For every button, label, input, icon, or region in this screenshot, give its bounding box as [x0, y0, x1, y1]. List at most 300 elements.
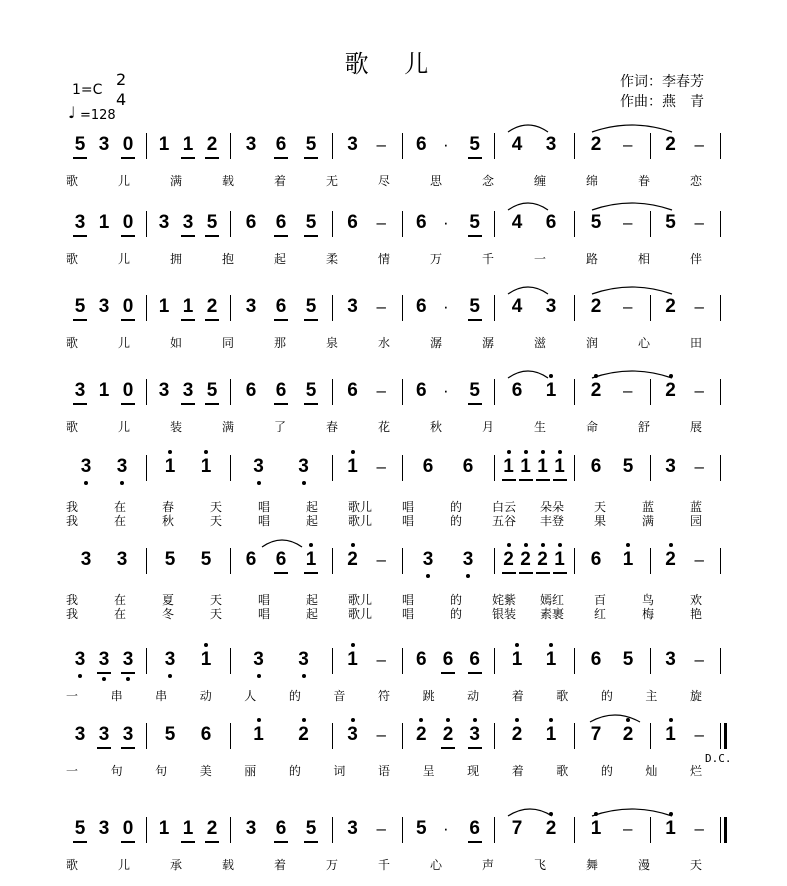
- note: [662, 649, 680, 671]
- note-digit: 3: [80, 549, 92, 570]
- lyric-word: 现: [467, 764, 480, 778]
- note-digit: 2: [511, 724, 523, 745]
- lyric-word: 在: [114, 500, 127, 514]
- note-digit: 3: [245, 134, 257, 155]
- note: [419, 456, 437, 478]
- underline-mark: [468, 672, 482, 674]
- dash-mark: –: [623, 135, 633, 154]
- staff-line: [0, 814, 787, 870]
- note-digit: 1: [545, 380, 557, 401]
- dash-mark: –: [694, 819, 704, 838]
- note-digit: 1: [182, 296, 194, 317]
- underline-mark: [441, 672, 455, 674]
- barline: [146, 455, 147, 481]
- note-digit: 5: [305, 818, 317, 839]
- note: [508, 649, 526, 671]
- lyric-word: 声: [482, 858, 495, 872]
- note-digit: 3: [158, 212, 170, 233]
- note-digit: 3: [422, 549, 434, 570]
- lyric-word: 春: [326, 420, 339, 434]
- note-digit: 5: [469, 380, 480, 401]
- lyric-word: 冬: [162, 607, 175, 621]
- note-digit: 3: [74, 649, 86, 670]
- note: [439, 649, 457, 671]
- note-digit: 2: [416, 724, 427, 745]
- lyric-word: 绵: [586, 174, 599, 188]
- note-digit: 0: [122, 380, 134, 401]
- note-digit: 6: [245, 549, 257, 570]
- underline-mark: [502, 572, 516, 574]
- lyric-word: 心: [430, 858, 443, 872]
- lyric-word: 唱: [402, 500, 415, 514]
- note-digit: 3: [347, 724, 358, 745]
- lyric-word: 歌儿: [348, 500, 373, 514]
- lyric-word: 载: [222, 858, 235, 872]
- note-digit: 6: [416, 134, 427, 155]
- note-digit: 2: [665, 549, 676, 570]
- barline: [574, 648, 575, 674]
- lyric-word: 句: [155, 764, 168, 778]
- lyric-word: 朵朵: [540, 500, 565, 514]
- lyric-word: 缠: [534, 174, 547, 188]
- note-digit: 3: [462, 549, 474, 570]
- note-digit: 3: [347, 818, 358, 839]
- lyric-word: 在: [114, 607, 127, 621]
- note-digit: 3: [158, 380, 170, 401]
- lyric-word: 音: [333, 689, 346, 703]
- lyric-word: 词: [333, 764, 346, 778]
- note-digit: 1: [537, 456, 548, 477]
- underline-mark: [304, 319, 318, 321]
- slur-arc: [0, 282, 787, 302]
- note-digit: 1: [182, 134, 194, 155]
- note-digit: 1: [665, 724, 676, 745]
- underline-mark: [304, 572, 318, 574]
- note-digit: 2: [520, 549, 531, 570]
- underline-mark: [468, 747, 482, 749]
- lyric-word: 万: [326, 858, 339, 872]
- underline-mark: [73, 157, 87, 159]
- note-digit: 3: [122, 724, 134, 745]
- lyric-word: 起: [306, 593, 319, 607]
- lyric-word: 歌: [66, 174, 79, 188]
- underline-mark: [121, 747, 135, 749]
- note-digit: 4: [511, 296, 523, 317]
- lyric-word: 歌: [556, 689, 569, 703]
- note-digit: 6: [422, 456, 434, 477]
- lyric-word: 歌: [66, 252, 79, 266]
- time-signature-bottom: 4: [116, 90, 127, 109]
- dash-mark: –: [376, 135, 386, 154]
- note-digit: 0: [122, 818, 134, 839]
- staff-line: [0, 208, 787, 264]
- lyric-word: 一: [66, 689, 79, 703]
- note-digit: 3: [469, 724, 480, 745]
- note-digit: 6: [275, 818, 287, 839]
- underline-mark: [73, 235, 87, 237]
- lyric-word: 红: [594, 607, 607, 621]
- lyric-word: 唱: [402, 514, 415, 528]
- note-digit: 5: [200, 549, 212, 570]
- lyric-word: 满: [642, 514, 655, 528]
- note-digit: 6: [590, 456, 602, 477]
- dash-mark: –: [623, 381, 633, 400]
- lyric-word: 儿: [118, 420, 131, 434]
- barline: [494, 648, 495, 674]
- lyric-word: 的: [600, 764, 613, 778]
- underline-mark: [73, 319, 87, 321]
- note-digit: 3: [98, 818, 110, 839]
- lyric-word: 拥: [170, 252, 183, 266]
- slur-arc: [0, 198, 787, 218]
- note-digit: 2: [503, 549, 514, 570]
- lyric-word: 飞: [534, 858, 547, 872]
- note-digit: 0: [122, 212, 134, 233]
- lyric-word: 在: [114, 593, 127, 607]
- underline-mark: [536, 479, 550, 481]
- lyric-word: 伴: [690, 252, 703, 266]
- staff-line: [0, 545, 787, 621]
- underline-mark: [536, 572, 550, 574]
- note-digit: 6: [245, 380, 257, 401]
- note-digit: 3: [182, 212, 194, 233]
- lyric-word: 恋: [690, 174, 703, 188]
- lyric-word: 语: [378, 764, 391, 778]
- lyric-word: 花: [378, 420, 391, 434]
- staff-line: [0, 130, 787, 186]
- lyric-word: 着: [274, 858, 287, 872]
- dash-mark: –: [376, 650, 386, 669]
- high-octave-dot: [558, 450, 562, 454]
- underline-mark: [121, 235, 135, 237]
- note-digit: 2: [442, 724, 454, 745]
- note: [542, 649, 560, 671]
- lyric-word: 秋: [162, 514, 175, 528]
- note-digit: 6: [590, 649, 602, 670]
- lyric-word: 柔: [326, 252, 339, 266]
- note-digit: 3: [98, 296, 110, 317]
- barline: [230, 648, 231, 674]
- dot-mark: ·: [443, 381, 449, 400]
- lyric-word: 句: [110, 764, 123, 778]
- note-digit: 1: [511, 649, 523, 670]
- lyric-word: 百: [594, 593, 607, 607]
- note: [119, 649, 137, 671]
- lyric-word: 满: [170, 174, 183, 188]
- underline-mark: [304, 157, 318, 159]
- note-digit: 2: [665, 134, 676, 155]
- note-digit: 2: [665, 380, 676, 401]
- lyric-word: 五谷: [492, 514, 517, 528]
- lyric-word: 歌: [66, 420, 79, 434]
- lyric-word: 如: [170, 336, 183, 350]
- note-digit: 1: [554, 549, 565, 570]
- lyric-word: 尽: [378, 174, 391, 188]
- lyric-word: 白云: [492, 500, 517, 514]
- low-octave-dot: [466, 574, 470, 578]
- note-digit: 0: [122, 134, 134, 155]
- lyric-word: 的: [450, 593, 463, 607]
- lyric-word: 载: [222, 174, 235, 188]
- note: [71, 649, 89, 671]
- note: [197, 456, 215, 478]
- underline-mark: [181, 157, 195, 159]
- staff-line: [0, 376, 787, 432]
- lyric-word: 泉: [326, 336, 339, 350]
- note-digit: 1: [158, 818, 170, 839]
- note: [95, 649, 113, 671]
- dash-mark: –: [623, 297, 633, 316]
- note: [587, 649, 605, 671]
- lyric-word: 相: [638, 252, 651, 266]
- note: [161, 456, 179, 478]
- barline: [332, 455, 333, 481]
- dash-mark: –: [694, 135, 704, 154]
- note: [161, 649, 179, 671]
- note-digit: 1: [590, 818, 602, 839]
- lyric-word: 歌: [66, 858, 79, 872]
- lyric-word: 念: [482, 174, 495, 188]
- high-octave-dot: [168, 450, 172, 454]
- note-digit: 1: [503, 456, 514, 477]
- lyric-word: 唱: [258, 607, 271, 621]
- lyric-word: 润: [586, 336, 599, 350]
- note: [619, 649, 637, 671]
- underline-mark: [205, 319, 219, 321]
- slur-arc: [0, 804, 787, 824]
- lyric-word: 着: [274, 174, 287, 188]
- note-digit: 1: [164, 456, 176, 477]
- underline-mark: [73, 841, 87, 843]
- lyric-word: 夏: [162, 593, 175, 607]
- lyric-word: 丰登: [540, 514, 565, 528]
- underline-mark: [121, 319, 135, 321]
- note-digit: 3: [74, 380, 86, 401]
- note-digit: 6: [590, 549, 602, 570]
- underline-mark: [274, 572, 288, 574]
- note: [551, 456, 569, 478]
- note-digit: 5: [469, 134, 480, 155]
- barline: [230, 455, 231, 481]
- da-capo-mark: D.C.: [705, 752, 732, 765]
- note-digit: 2: [590, 296, 602, 317]
- underline-mark: [304, 841, 318, 843]
- note-digit: 5: [622, 649, 634, 670]
- lyric-word: 一: [534, 252, 547, 266]
- lyric-word: 嫣红: [540, 593, 565, 607]
- underline-mark: [274, 841, 288, 843]
- note-digit: 3: [665, 649, 676, 670]
- low-octave-dot: [78, 674, 82, 678]
- note-digit: 5: [305, 212, 317, 233]
- note-digit: 0: [122, 296, 134, 317]
- high-octave-dot: [351, 450, 355, 454]
- barline: [494, 455, 495, 481]
- underline-mark: [519, 572, 533, 574]
- underline-mark: [304, 235, 318, 237]
- note: [517, 456, 535, 478]
- lyric-word: 烂: [690, 764, 703, 778]
- lyric-word: 天: [594, 500, 607, 514]
- underline-mark: [274, 235, 288, 237]
- note-digit: 6: [275, 380, 287, 401]
- underline-mark: [181, 841, 195, 843]
- dash-mark: –: [623, 819, 633, 838]
- lyric-word: 起: [306, 607, 319, 621]
- dash-mark: –: [694, 457, 704, 476]
- lyric-word: 艳: [690, 607, 703, 621]
- lyric-word: 抱: [222, 252, 235, 266]
- underline-mark: [468, 841, 482, 843]
- underline-mark: [441, 747, 455, 749]
- credits: [620, 72, 704, 112]
- dot-mark: ·: [443, 819, 449, 838]
- lyric-word: 跳: [422, 689, 435, 703]
- lyric-word: 园: [690, 514, 703, 528]
- note-digit: 1: [347, 456, 358, 477]
- note-digit: 7: [590, 724, 602, 745]
- note-digit: 3: [245, 296, 257, 317]
- underline-mark: [205, 403, 219, 405]
- lyric-word: 歌儿: [348, 607, 373, 621]
- lyric-word: 秋: [430, 420, 443, 434]
- barline: [720, 648, 721, 674]
- note: [250, 649, 268, 671]
- dot-mark: ·: [443, 135, 449, 154]
- lyric-word: 情: [378, 252, 391, 266]
- lyric-word: 舞: [586, 858, 599, 872]
- lyric-word: 银装: [492, 607, 517, 621]
- low-octave-dot: [257, 674, 261, 678]
- note-digit: 1: [253, 724, 264, 745]
- high-octave-dot: [541, 450, 545, 454]
- lyric-word: 儿: [118, 336, 131, 350]
- lyric-word: 的: [288, 764, 301, 778]
- lyric-word: 天: [690, 858, 703, 872]
- dash-mark: –: [694, 725, 704, 744]
- note-digit: 2: [665, 296, 676, 317]
- lyric-word: 唱: [258, 593, 271, 607]
- underline-mark: [73, 403, 87, 405]
- note-digit: 6: [462, 456, 474, 477]
- lyric-word: 我: [66, 593, 79, 607]
- note-digit: 2: [590, 380, 602, 401]
- underline-mark: [502, 479, 516, 481]
- low-octave-dot: [426, 574, 430, 578]
- lyric-word: 同: [222, 336, 235, 350]
- lyric-word: 符: [378, 689, 391, 703]
- lyric-word: 梅: [642, 607, 655, 621]
- lyric-word: 我: [66, 514, 79, 528]
- note-digit: 6: [416, 212, 427, 233]
- dash-mark: –: [694, 381, 704, 400]
- underline-mark: [304, 403, 318, 405]
- low-octave-dot: [257, 481, 261, 485]
- note-digit: 5: [305, 134, 317, 155]
- lyric-word: 歌: [66, 336, 79, 350]
- note-digit: 6: [275, 212, 287, 233]
- dash-mark: –: [376, 819, 386, 838]
- barline: [650, 648, 651, 674]
- lyric-word: 起: [306, 500, 319, 514]
- lyric-word: 呈: [422, 764, 435, 778]
- barline: [146, 648, 147, 674]
- note: [295, 649, 313, 671]
- note-digit: 3: [253, 456, 264, 477]
- lyric-word: 千: [378, 858, 391, 872]
- low-octave-dot: [302, 674, 306, 678]
- barline: [720, 455, 721, 481]
- lyric-word: 蓝: [690, 500, 703, 514]
- note-digit: 6: [347, 380, 358, 401]
- lyric-word: 蓝: [642, 500, 655, 514]
- high-octave-dot: [524, 450, 528, 454]
- note-digit: 1: [98, 380, 110, 401]
- note-digit: 5: [74, 296, 86, 317]
- underline-mark: [468, 235, 482, 237]
- lyric-word: 旋: [690, 689, 703, 703]
- underline-mark: [181, 403, 195, 405]
- note-digit: 2: [206, 296, 218, 317]
- lyric-word: 串: [110, 689, 123, 703]
- lyric-word: 潺: [482, 336, 495, 350]
- note: [250, 456, 268, 478]
- lyric-word: 起: [306, 514, 319, 528]
- dash-mark: –: [376, 725, 386, 744]
- note-digit: 5: [590, 212, 602, 233]
- note-digit: 2: [206, 818, 218, 839]
- dash-mark: –: [694, 297, 704, 316]
- composer: 作曲：燕 青: [620, 94, 704, 110]
- lyric-word: 装: [170, 420, 183, 434]
- note-digit: 5: [206, 380, 218, 401]
- slur-arc: [0, 710, 787, 730]
- tempo-mark: =128: [80, 108, 116, 123]
- note-digit: 1: [622, 549, 634, 570]
- lyric-word: 滋: [534, 336, 547, 350]
- note-digit: 6: [275, 134, 287, 155]
- lyric-word: 一: [66, 764, 79, 778]
- high-octave-dot: [204, 643, 208, 647]
- note: [587, 456, 605, 478]
- note-digit: 1: [545, 649, 557, 670]
- lyric-word: 欢: [690, 593, 703, 607]
- lyric-word: 唱: [258, 500, 271, 514]
- note: [466, 649, 484, 671]
- dash-mark: –: [376, 297, 386, 316]
- lyric-word: 展: [690, 420, 703, 434]
- note-digit: 5: [469, 212, 480, 233]
- slur-arc: [0, 120, 787, 140]
- staff-line: [0, 645, 787, 701]
- underline-mark: [274, 319, 288, 321]
- note-digit: 6: [545, 212, 557, 233]
- lyric-word: 天: [210, 514, 223, 528]
- note: [459, 456, 477, 478]
- note-digit: 5: [74, 134, 86, 155]
- lyricist: 作词：李春芳: [620, 74, 704, 90]
- lyric-word: 的: [600, 689, 613, 703]
- dash-mark: –: [694, 550, 704, 569]
- lyric-word: 歌儿: [348, 514, 373, 528]
- lyric-word: 动: [467, 689, 480, 703]
- note: [619, 456, 637, 478]
- note-digit: 6: [416, 296, 427, 317]
- note-digit: 2: [590, 134, 602, 155]
- note-digit: 1: [545, 724, 557, 745]
- underline-mark: [121, 672, 135, 674]
- underline-mark: [121, 403, 135, 405]
